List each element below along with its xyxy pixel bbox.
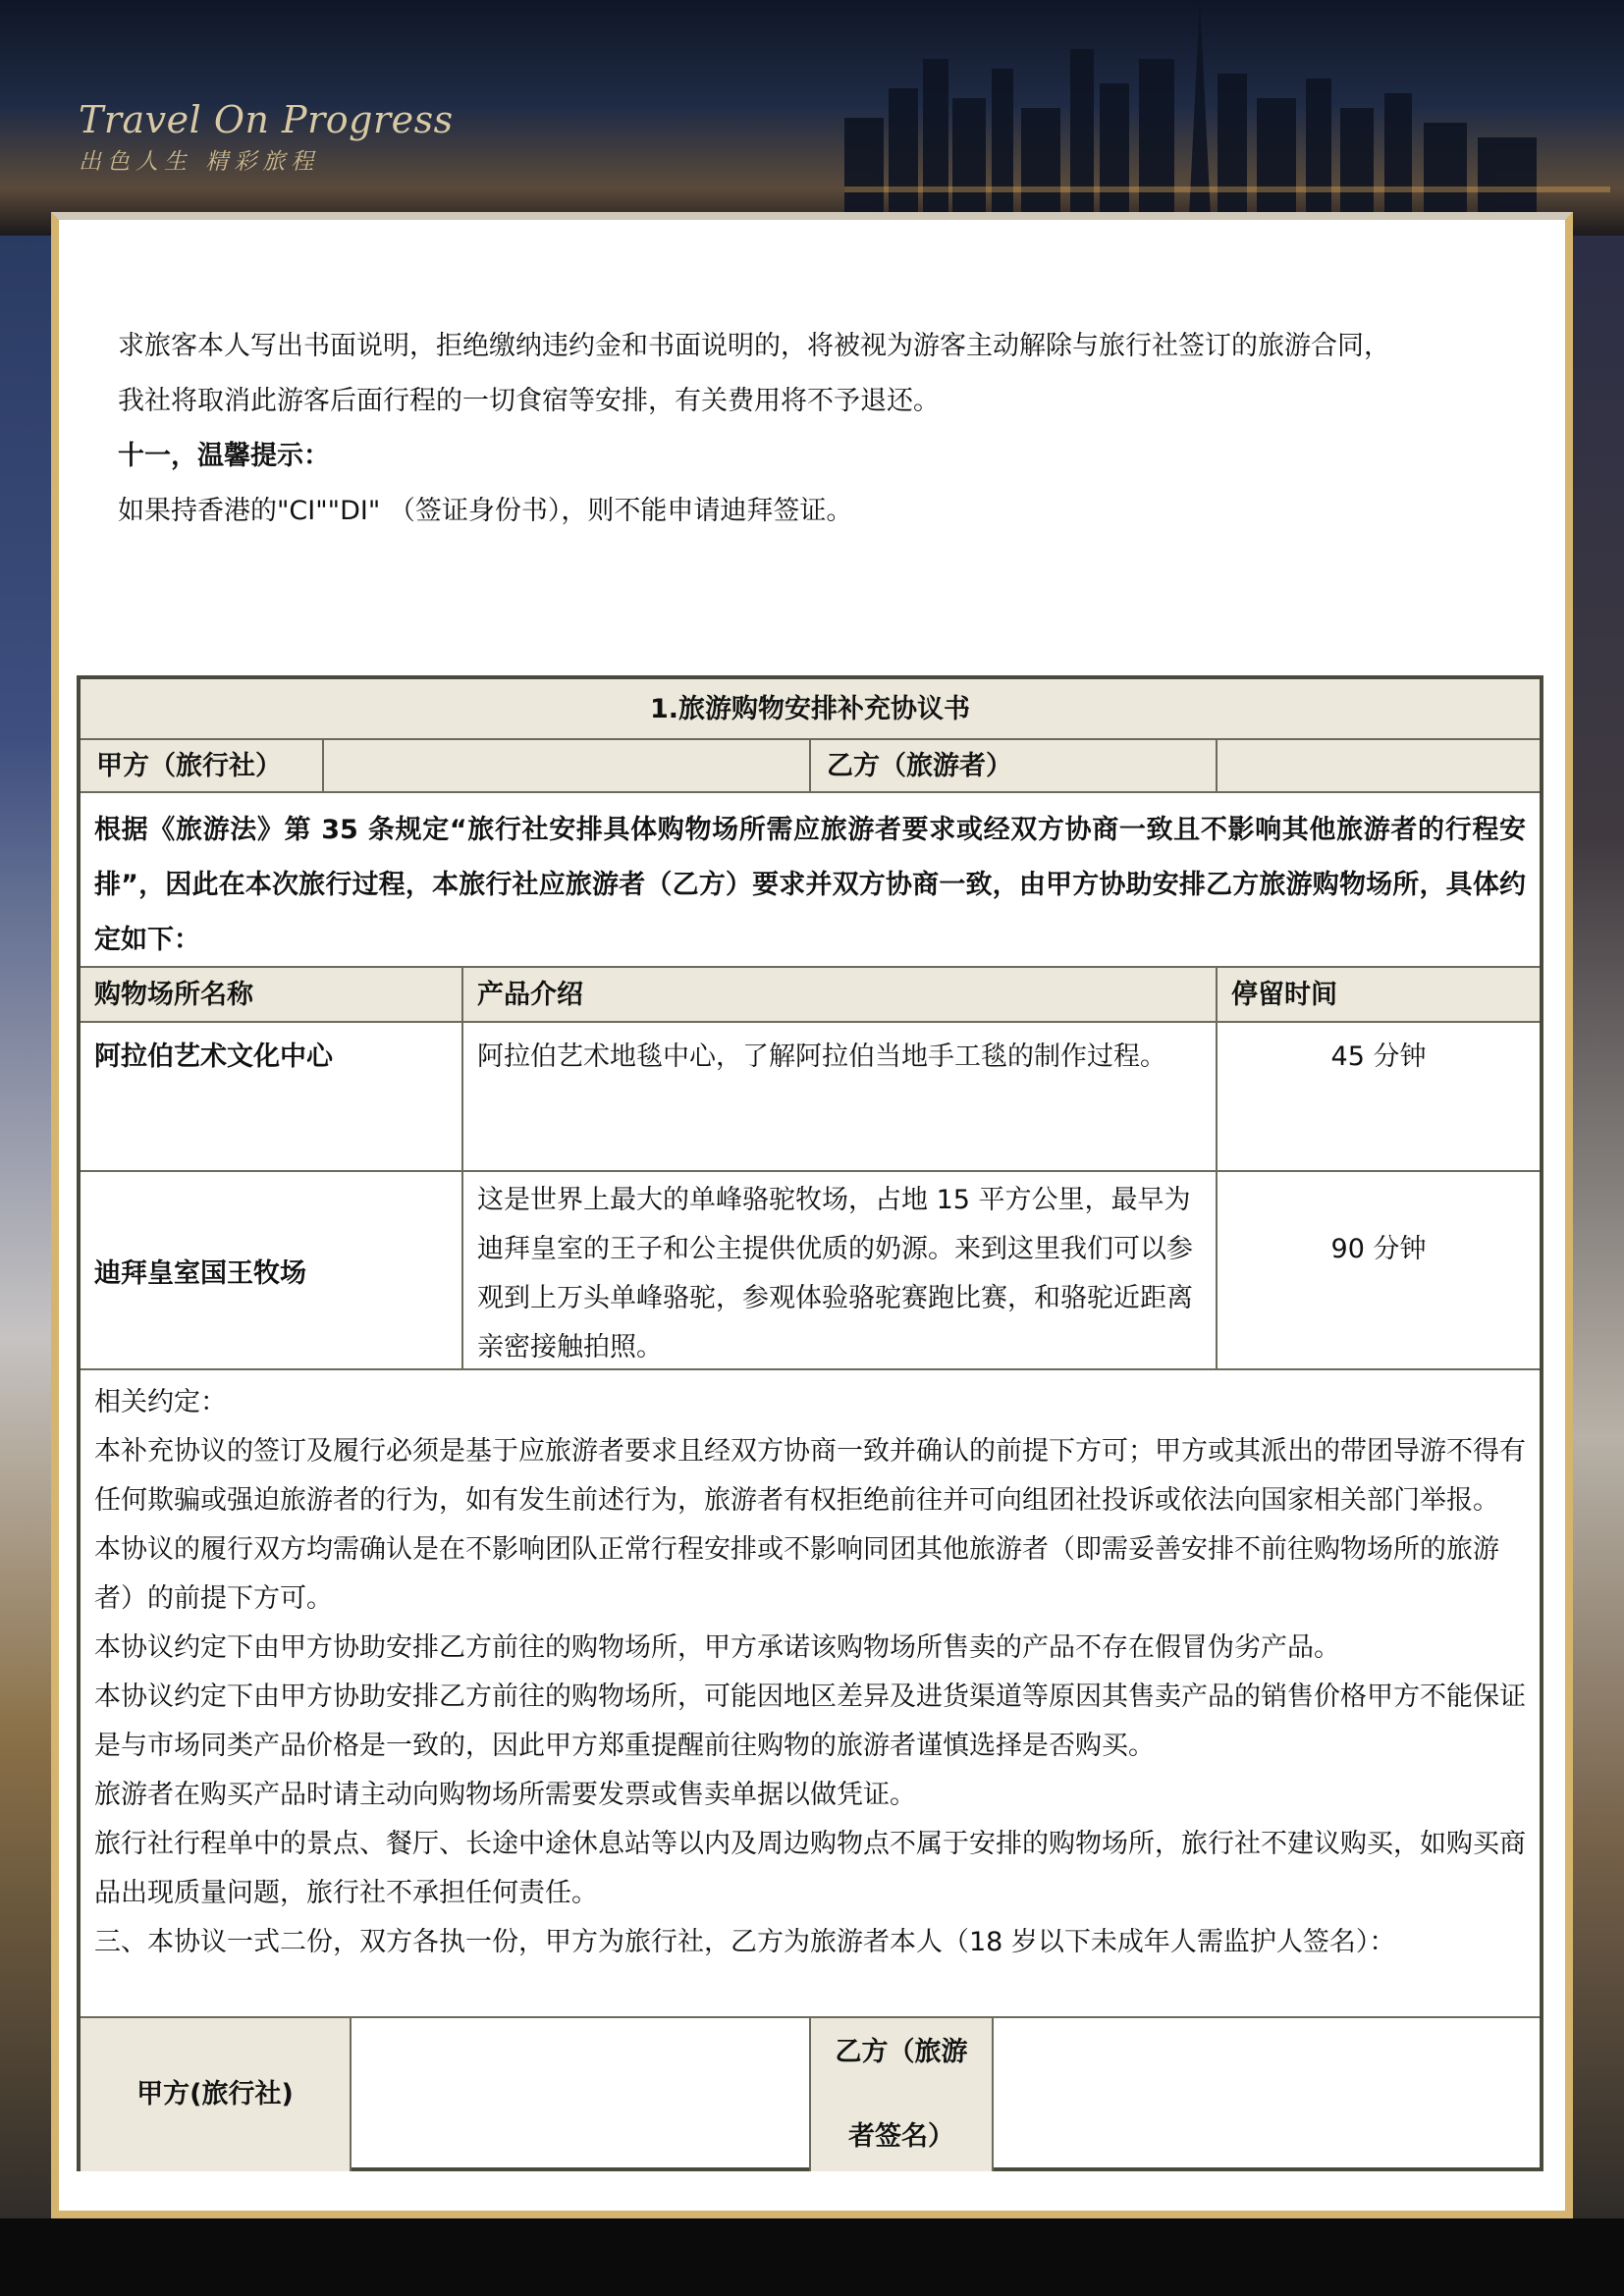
party-b-field[interactable] (1218, 740, 1540, 791)
shop-name: 迪拜皇室国王牧场 (81, 1172, 463, 1368)
tip-text: 如果持香港的"CI""DI" （签证身份书），则不能申请迪拜签证。 (118, 496, 853, 526)
column-header-intro: 产品介绍 (463, 968, 1218, 1021)
party-b-label: 乙方（旅游者） (811, 740, 1218, 791)
agreement-title-row (81, 679, 1540, 740)
shop-duration: 45 分钟 (1330, 1041, 1427, 1072)
term-item: 旅游者在购买产品时请主动向购物场所需要发票或售卖单据以做凭证。 (94, 1780, 916, 1810)
sign-party-a-label: 甲方(旅行社) (81, 2018, 352, 2171)
legal-basis-text: 根据《旅游法》第 35 条规定“旅行社安排具体购物场所需应旅游者要求或经双方协商一致且不影响其他旅游者的行程安排”，因此在本次旅行过程，本旅行社应旅游者（乙方）要求并双方协商一致，由甲方协助安排乙方旅游购物场所，具体约定如下： (81, 793, 1540, 968)
section-heading-tips: 十一，温馨提示： (118, 441, 330, 471)
agreement-title: 1.旅游购物安排补充协议书 (649, 694, 971, 724)
term-item: 本协议的履行双方均需确认是在不影响团队正常行程安排或不影响同团其他旅游者（即需妥善安排不前往购物场所的旅游者）的前提下方可。 (94, 1534, 1499, 1614)
term-item: 本补充协议的签订及履行必须是基于应旅游者要求且经双方协商一致并确认的前提下方可；甲方或其派出的带团导游不得有任何欺骗或强迫旅游者的行为，如有发生前述行为，旅游者有权拒绝前往并可向组团社投诉或依法向国家相关部门举报。 (94, 1436, 1526, 1516)
term-item: 本协议约定下由甲方协助安排乙方前往的购物场所，可能因地区差异及进货渠道等原因其售卖产品的销售价格甲方不能保证是与市场同类产品价格是一致的，因此甲方郑重提醒前往购物的旅游者谨慎选择是否购买。 (94, 1682, 1526, 1761)
parties-row (81, 740, 1540, 793)
sign-party-b-label: 乙方（旅游者签名） (811, 2018, 994, 2171)
table-row (81, 1023, 1540, 1172)
shop-intro: 阿拉伯艺术地毯中心，了解阿拉伯当地手工毯的制作过程。 (463, 1023, 1218, 1170)
terms-heading: 相关约定： (94, 1387, 227, 1417)
intro-section (118, 319, 1512, 539)
term-item: 旅行社行程单中的景点、餐厅、长途中途休息站等以内及周边购物点不属于安排的购物场所，旅行社不建议购买，如购买商品出现质量问题，旅行社不承担任何责任。 (94, 1829, 1526, 1908)
term-item: 本协议约定下由甲方协助安排乙方前往的购物场所，甲方承诺该购物场所售卖的产品不存在假冒伪劣产品。 (94, 1632, 1340, 1663)
brand-title: Travel On Progress (79, 98, 454, 141)
brand-subtitle: 出色人生 精彩旅程 (79, 149, 320, 175)
column-header-shop: 购物场所名称 (81, 968, 463, 1021)
shop-duration: 90 分钟 (1330, 1234, 1427, 1264)
shopping-agreement-table (77, 675, 1543, 2171)
intro-line-2: 我社将取消此游客后面行程的一切食宿等安排，有关费用将不予退还。 (118, 386, 940, 416)
sign-party-a-field[interactable] (352, 2018, 811, 2171)
right-decorative-edge (1565, 236, 1624, 2238)
table-row (81, 1172, 1540, 1370)
party-a-field[interactable] (324, 740, 811, 791)
sign-party-b-field[interactable] (994, 2018, 1540, 2171)
bottom-dark-strip (0, 2218, 1624, 2296)
shop-intro: 这是世界上最大的单峰骆驼牧场，占地 15 平方公里，最早为迪拜皇室的王子和公主提供优质的奶源。来到这里我们可以参观到上万头单峰骆驼，参观体验骆驼赛跑比赛，和骆驼近距离亲密接触拍照。 (463, 1172, 1218, 1368)
terms-section (81, 1370, 1540, 2018)
term-item: 三、本协议一式二份，双方各执一份，甲方为旅行社，乙方为旅游者本人（18 岁以下未成年人需监护人签名）： (94, 1927, 1396, 1957)
shop-name: 阿拉伯艺术文化中心 (81, 1023, 463, 1170)
left-decorative-edge (0, 236, 59, 2238)
party-a-label: 甲方（旅行社） (81, 740, 324, 791)
intro-line-1: 求旅客本人写出书面说明，拒绝缴纳违约金和书面说明的，将被视为游客主动解除与旅行社签订的旅游合同， (118, 331, 1390, 361)
brand-logo (79, 98, 454, 176)
shop-table-header (81, 968, 1540, 1023)
column-header-duration: 停留时间 (1231, 980, 1337, 1010)
signature-row (81, 2018, 1540, 2171)
